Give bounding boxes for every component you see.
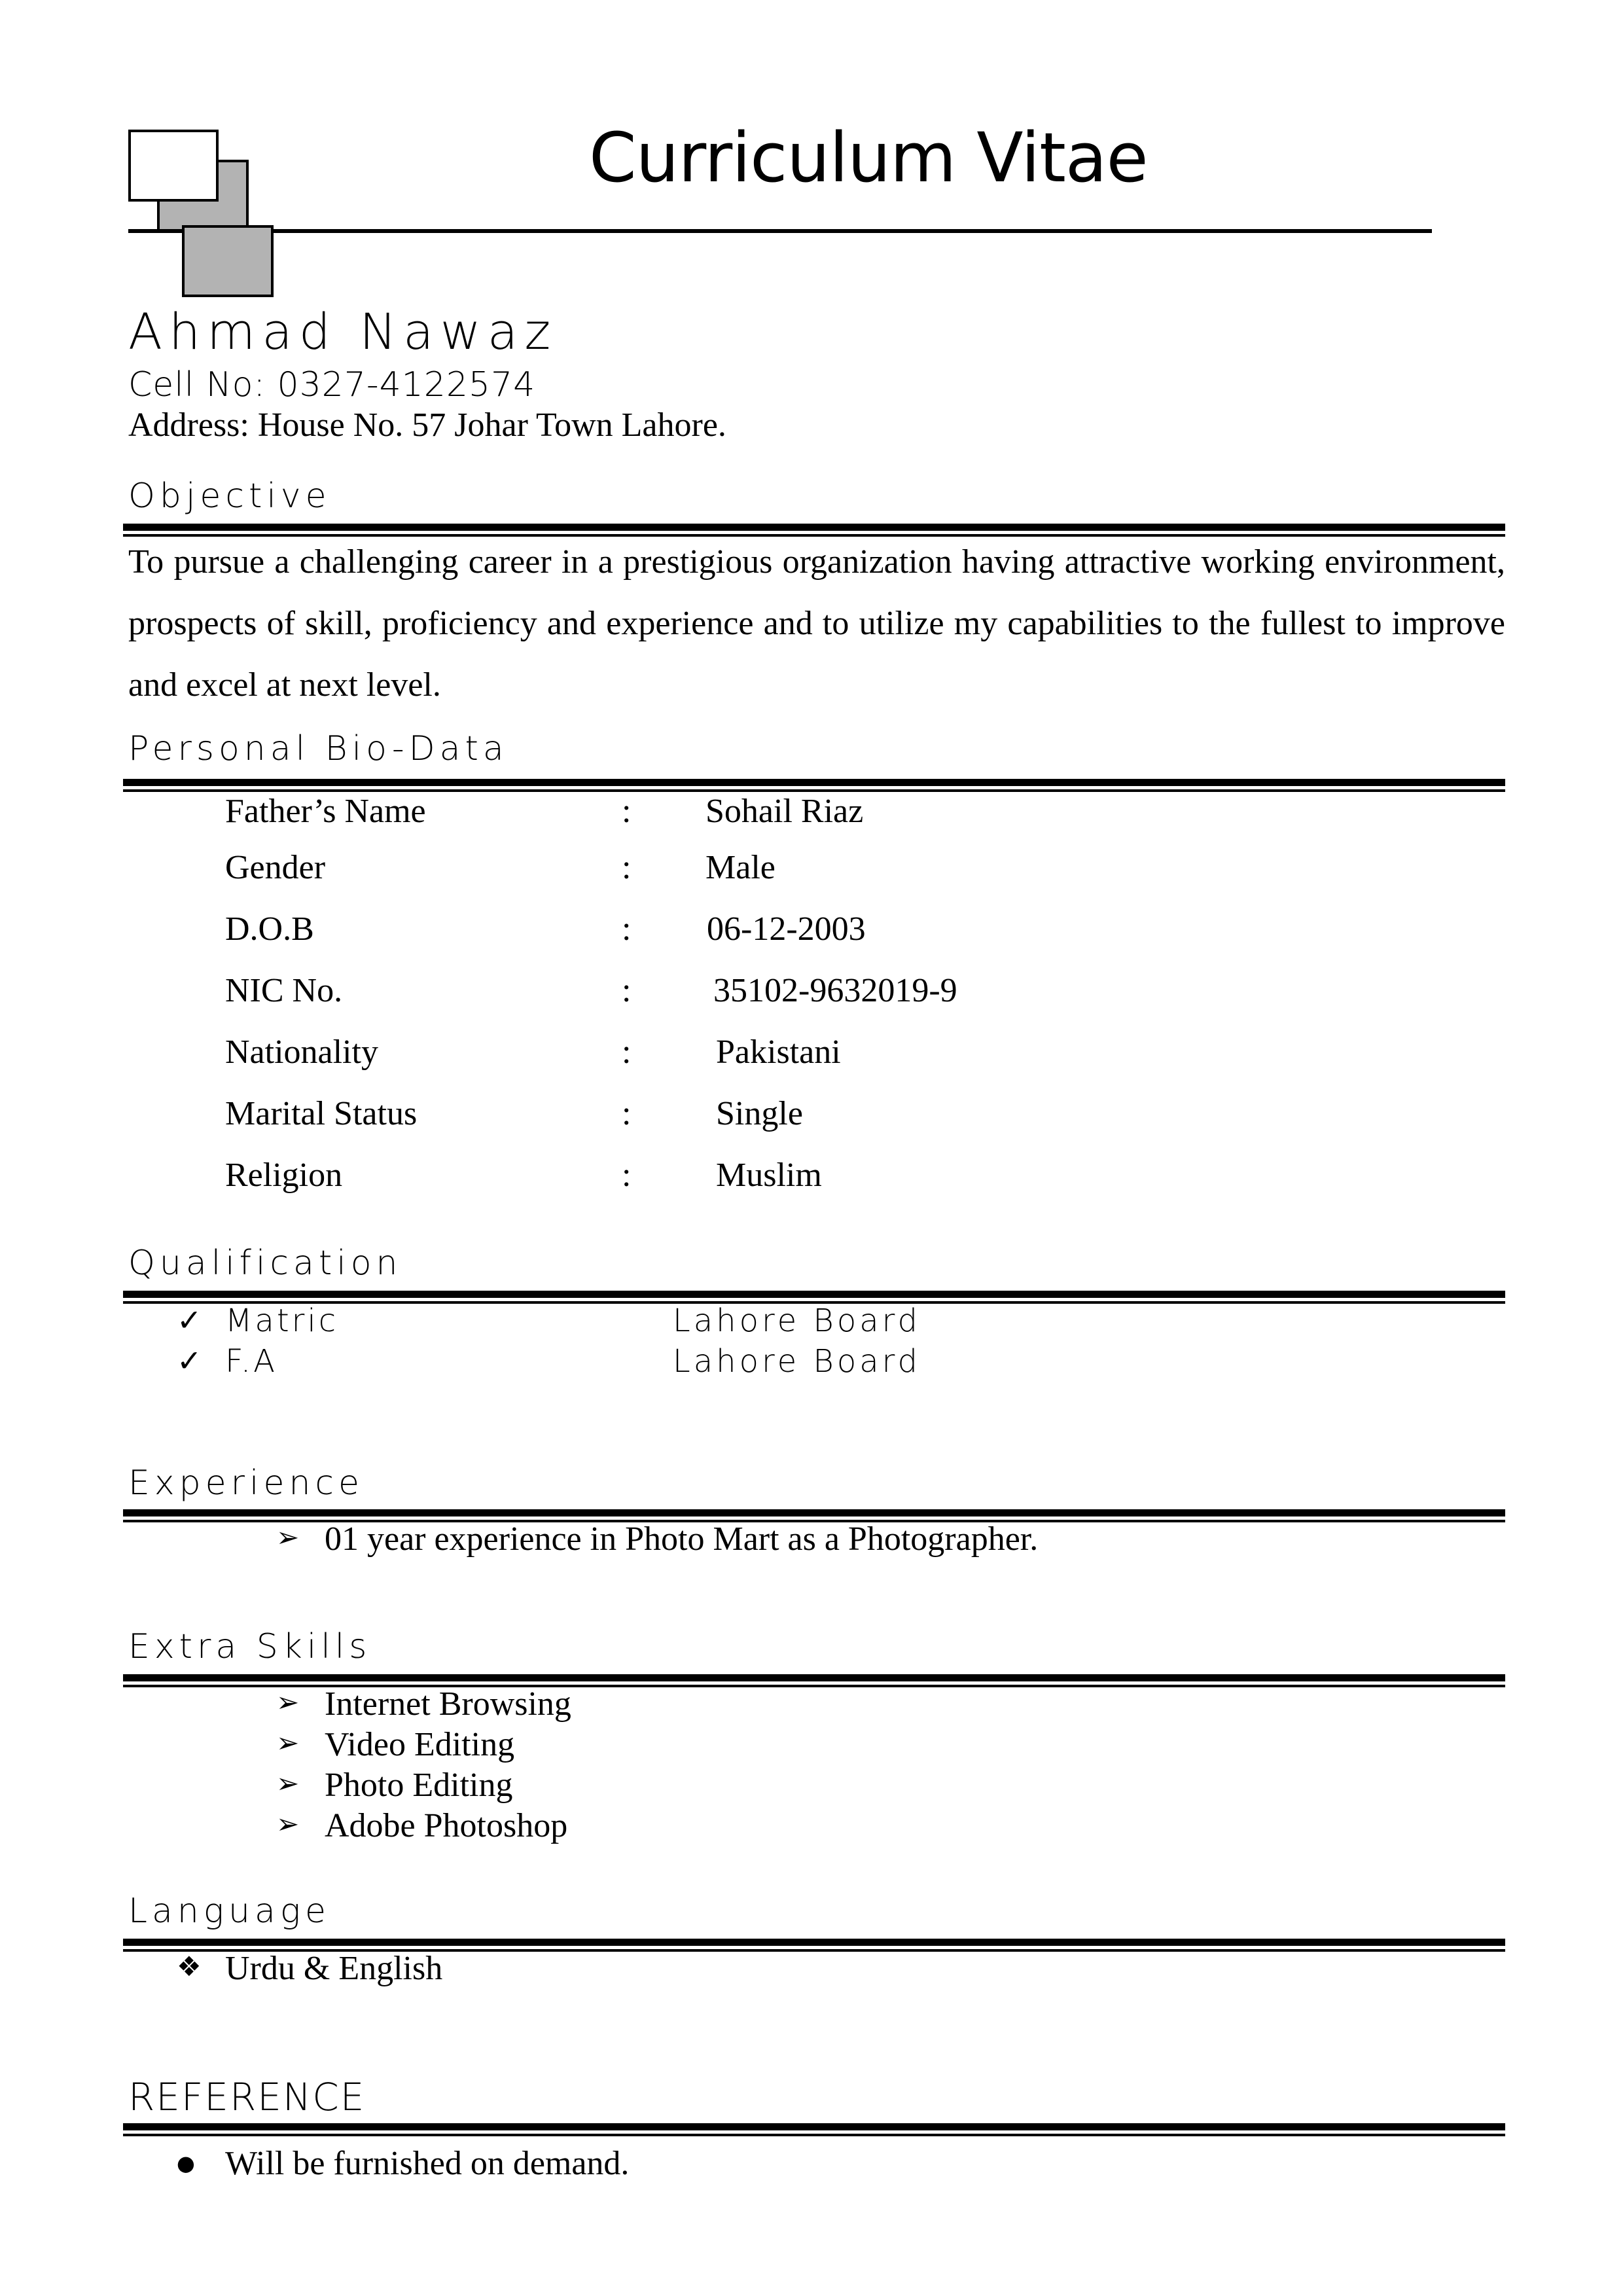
cell-number: Cell No: 0327-4122574: [128, 365, 536, 404]
check-icon: ✓: [177, 1302, 202, 1338]
skill-text: Photo Editing: [325, 1767, 513, 1804]
skill-text: Adobe Photoshop: [325, 1807, 568, 1844]
qualification-board: Lahore Board: [673, 1343, 921, 1380]
bio-value: Muslim: [716, 1157, 822, 1194]
bio-colon: :: [622, 1157, 632, 1194]
bio-label: Gender: [225, 849, 326, 886]
bio-rule: [123, 779, 1505, 793]
bio-label: D.O.B: [225, 910, 314, 948]
bio-label: Marital Status: [225, 1095, 418, 1132]
arrow-bullet-icon: ➢: [276, 1727, 300, 1759]
objective-heading: Objective: [128, 476, 331, 516]
skills-heading: Extra Skills: [128, 1627, 372, 1666]
bio-heading: Personal Bio-Data: [128, 729, 508, 768]
objective-text: To pursue a challenging career in a prestigious organization having attractive working environment, prospects of skill, proficiency and experience and to utilize my capabilities to the fullest to improve and excel at next level.: [128, 543, 1505, 704]
bio-value: Male: [705, 849, 776, 886]
arrow-bullet-icon: ➢: [276, 1767, 300, 1799]
dot-bullet-icon: ●: [177, 2151, 195, 2176]
header-divider: [128, 229, 1432, 233]
bio-colon: :: [622, 910, 632, 948]
bio-colon: :: [622, 793, 632, 830]
experience-text: 01 year experience in Photo Mart as a Photographer.: [325, 1520, 1039, 1558]
skill-text: Internet Browsing: [325, 1685, 571, 1723]
bio-value: Sohail Riaz: [705, 793, 864, 830]
bio-value: Single: [716, 1095, 803, 1132]
bio-value: 06-12-2003: [707, 910, 866, 948]
bio-label: Nationality: [225, 1033, 378, 1071]
bio-label: Father’s Name: [225, 793, 426, 830]
address: Address: House No. 57 Johar Town Lahore.: [128, 406, 726, 444]
bio-colon: :: [622, 1033, 632, 1071]
logo-square-bottom: [182, 225, 274, 297]
experience-heading: Experience: [128, 1463, 364, 1503]
bio-value: Pakistani: [716, 1033, 841, 1071]
language-text: Urdu & English: [225, 1950, 443, 1987]
bio-colon: :: [622, 1095, 632, 1132]
qualification-degree: Matric: [225, 1302, 339, 1339]
reference-rule: [123, 2123, 1505, 2138]
arrow-bullet-icon: ➢: [276, 1521, 300, 1553]
reference-text: Will be furnished on demand.: [225, 2145, 630, 2182]
bio-colon: :: [622, 972, 632, 1009]
diamond-bullet-icon: ❖: [177, 1950, 202, 1982]
qualification-heading: Qualification: [128, 1244, 402, 1283]
bio-value: 35102-9632019-9: [713, 972, 957, 1009]
bio-label: Religion: [225, 1157, 343, 1194]
page-title: Curriculum Vitae: [589, 118, 1148, 198]
logo-square-top: [128, 130, 219, 202]
arrow-bullet-icon: ➢: [276, 1686, 300, 1718]
skill-text: Video Editing: [325, 1726, 515, 1763]
check-icon: ✓: [177, 1343, 202, 1378]
bio-colon: :: [622, 849, 632, 886]
arrow-bullet-icon: ➢: [276, 1808, 300, 1840]
qualification-degree: F.A: [225, 1343, 277, 1380]
reference-heading: REFERENCE: [128, 2075, 366, 2119]
language-heading: Language: [128, 1892, 331, 1931]
candidate-name: Ahmad Nawaz: [128, 302, 558, 361]
qualification-board: Lahore Board: [673, 1302, 921, 1339]
bio-label: NIC No.: [225, 972, 343, 1009]
